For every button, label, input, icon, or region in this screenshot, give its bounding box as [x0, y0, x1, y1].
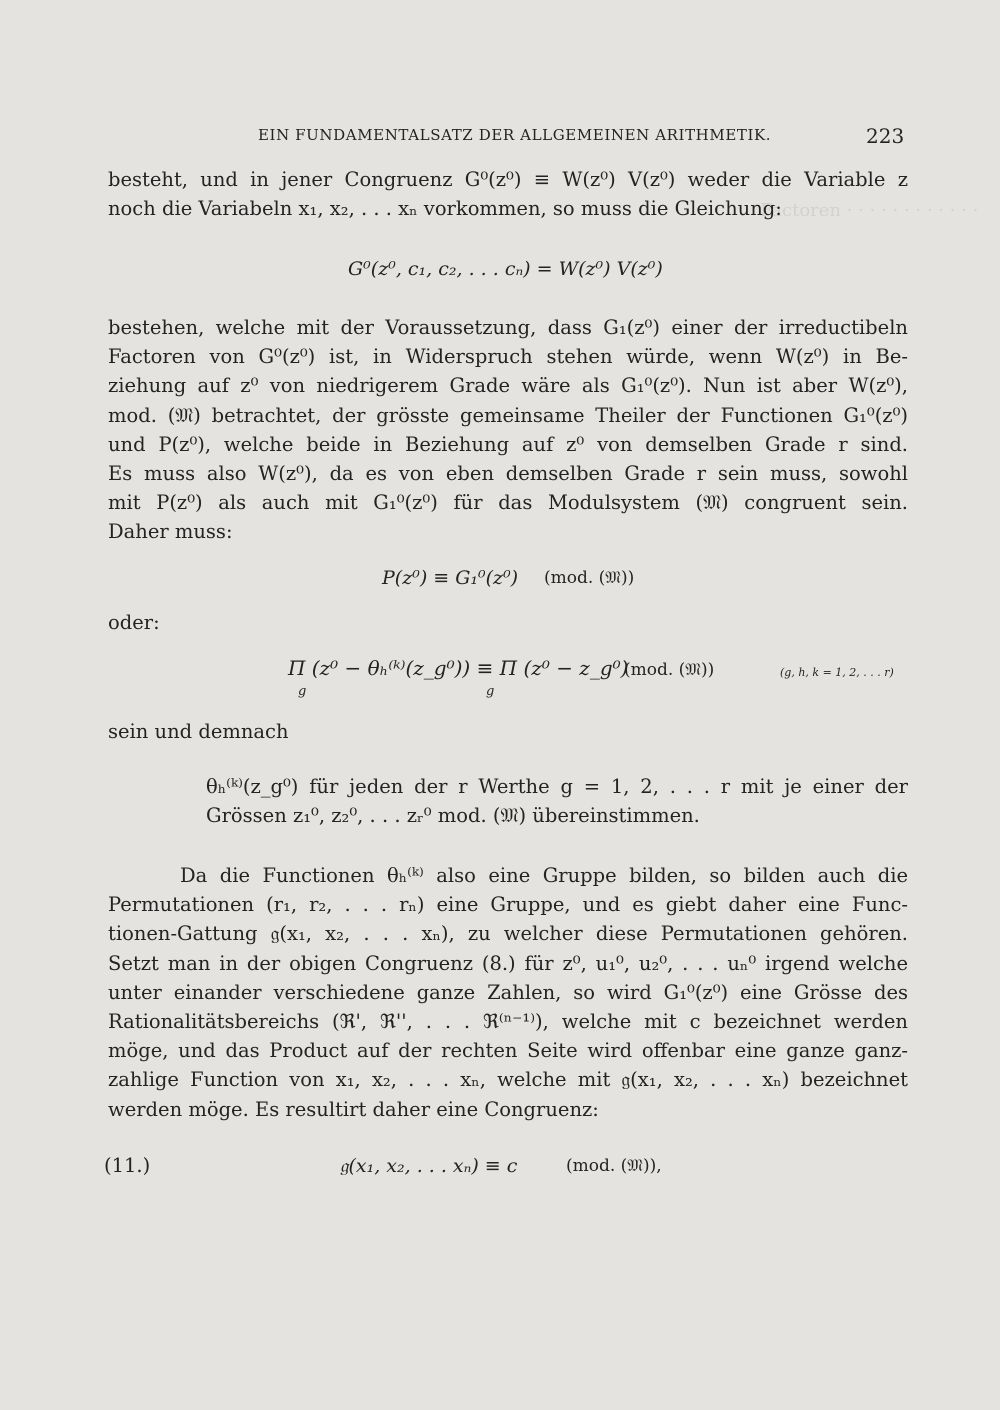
- text-line: mod. (𝔐) betrachtet, der grösste gemeinsame Theiler der Functionen G₁⁰(z⁰): [108, 403, 908, 427]
- text-line: werden möge. Es resultirt daher eine Congruenz:: [108, 1097, 599, 1121]
- text-line: mit P(z⁰) als auch mit G₁⁰(z⁰) für das Modulsystem (𝔐) congruent sein.: [108, 491, 908, 515]
- sein-label: sein und demnach: [108, 720, 289, 743]
- equation-3: Π (z⁰ − θₕ⁽ᵏ⁾(z_g⁰)) ≡ Π (z⁰ − z_g⁰): [288, 656, 629, 680]
- equation-2: P(z⁰) ≡ G₁⁰(z⁰): [382, 567, 519, 589]
- bleed-through: Factoren · · · · · · · · · · · ·: [760, 200, 979, 221]
- text-line: θₕ⁽ᵏ⁾(z_g⁰) für jeden der r Werthe g = 1, 2, . . . r mit je einer der: [206, 775, 908, 798]
- equation-3-modulus: (mod. (𝔐)): [624, 660, 715, 680]
- text-line: tionen-Gattung 𝔤(x₁, x₂, . . . xₙ), zu welcher diese Permutationen gehören.: [108, 922, 908, 946]
- equation-1: G⁰(z⁰, c₁, c₂, . . . cₙ) = W(z⁰) V(z⁰): [348, 258, 663, 280]
- text-line: und P(z⁰), welche beide in Beziehung auf z⁰ von demselben Grade r sind.: [108, 432, 908, 456]
- text-line: Setzt man in der obigen Congruenz (8.) für z⁰, u₁⁰, u₂⁰, . . . uₙ⁰ irgend welche: [108, 951, 908, 975]
- paragraph-3: [206, 772, 908, 830]
- text-line: unter einander verschiedene ganze Zahlen, so wird G₁⁰(z⁰) eine Grösse des: [108, 980, 908, 1004]
- text-line: Rationalitätsbereichs (ℜ', ℜ'', . . . ℜ⁽ⁿ⁻¹⁾), welche mit c bezeichnet werden: [108, 1010, 908, 1034]
- oder-label: oder:: [108, 611, 160, 634]
- page-number: 223: [866, 124, 905, 148]
- equation-2-modulus: (mod. (𝔐)): [544, 568, 635, 588]
- text-line: Es muss also W(z⁰), da es von eben demselben Grade r sein muss, sowohl: [108, 462, 908, 486]
- text-line: Grössen z₁⁰, z₂⁰, . . . zᵣ⁰ mod. (𝔐) übereinstimmen.: [206, 804, 700, 828]
- text-line: besteht, und in jener Congruenz G⁰(z⁰) ≡ W(z⁰) V(z⁰) weder die Variable z: [108, 168, 908, 191]
- running-title: EIN FUNDAMENTALSATZ DER ALLGEMEINEN ARITHMETIK.: [258, 126, 772, 144]
- equation-4-modulus: (mod. (𝔐)),: [566, 1156, 662, 1176]
- text-line: Da die Functionen θₕ⁽ᵏ⁾ also eine Gruppe bilden, so bilden auch die: [180, 864, 908, 887]
- text-line: Permutationen (r₁, r₂, . . . rₙ) eine Gruppe, und es giebt daher eine Func-: [108, 893, 908, 917]
- equation-3-product-index: g: [298, 684, 307, 699]
- paragraph-4: [108, 861, 908, 1124]
- text-line: bestehen, welche mit der Voraussetzung, dass G₁(z⁰) einer der irreductibeln: [108, 316, 908, 339]
- paragraph-1: [108, 165, 908, 223]
- text-line: Daher muss:: [108, 520, 233, 544]
- text-line: Factoren von G⁰(z⁰) ist, in Widerspruch stehen würde, wenn W(z⁰) in Be-: [108, 345, 908, 369]
- paragraph-2: [108, 313, 908, 547]
- text-line: noch die Variabeln x₁, x₂, . . . xₙ vorkommen, so muss die Gleichung:: [108, 197, 782, 221]
- running-header: [0, 124, 1000, 154]
- equation-3-index-range: (g, h, k = 1, 2, . . . r): [780, 666, 894, 679]
- equation-3-product-index: g: [486, 684, 495, 699]
- text-line: zahlige Function von x₁, x₂, . . . xₙ, welche mit 𝔤(x₁, x₂, . . . xₙ) bezeichnet: [108, 1068, 908, 1092]
- text-line: ziehung auf z⁰ von niedrigerem Grade wäre als G₁⁰(z⁰). Nun ist aber W(z⁰),: [108, 374, 908, 398]
- equation-4-number: (11.): [104, 1154, 151, 1177]
- equation-4: 𝔤(x₁, x₂, . . . xₙ) ≡ c: [340, 1155, 518, 1177]
- text-line: möge, und das Product auf der rechten Seite wird offenbar eine ganze ganz-: [108, 1039, 908, 1063]
